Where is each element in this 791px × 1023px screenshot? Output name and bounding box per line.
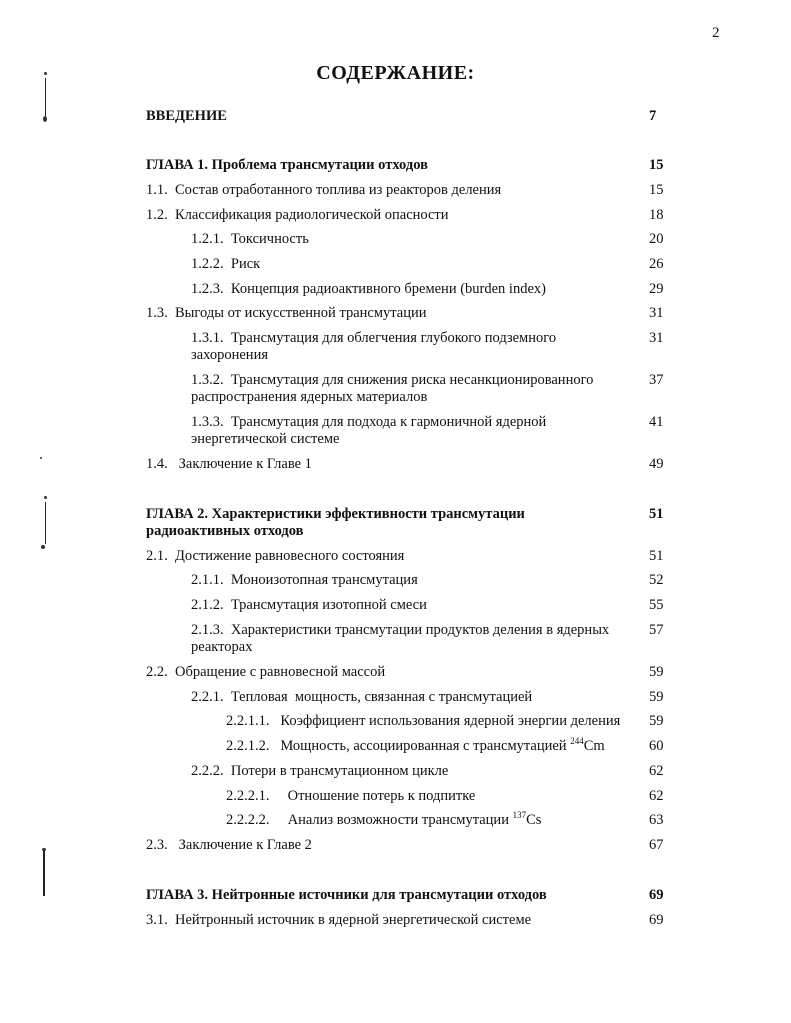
toc-entry-page: 69 [649, 887, 664, 903]
toc-entry-page: 51 [649, 506, 664, 522]
toc-entry-number: 1.2. [146, 207, 168, 223]
toc-entry-label: ВВЕДЕНИЕ [146, 108, 227, 124]
scan-speck [44, 72, 47, 75]
toc-entry-page: 60 [649, 738, 664, 754]
toc-entry-label: Состав отработанного топлива из реакторов деления [175, 182, 502, 198]
toc-entry-number: 1.3. [146, 305, 168, 321]
toc-entry-number: 2.2. [146, 664, 168, 680]
scan-mark [45, 502, 46, 544]
toc-entry-label: Тепловая мощность, связанная с трансмутацией [230, 689, 533, 705]
toc-entry-label: Характеристики трансмутации продуктов деления в ядерных [230, 622, 610, 638]
toc-entry-number: 1.4. [146, 456, 168, 472]
scan-speck [44, 496, 47, 499]
toc-entry-label: Нейтронный источник в ядерной энергетической системе [175, 912, 532, 928]
toc-entry-label: Классификация радиологической опасности [175, 207, 449, 223]
toc-entry-page: 52 [649, 572, 664, 588]
toc-entry-label: Трансмутация изотопной смеси [230, 597, 427, 613]
toc-entry-number: 1.2.1. [191, 231, 224, 247]
toc-entry-label: Риск [230, 256, 261, 272]
toc-entry-label-continued: распространения ядерных материалов [191, 389, 428, 405]
isotope-mass-number: 244 [570, 736, 584, 747]
toc-entry-number: 1.3.3. [191, 414, 224, 430]
toc-entry-page: 55 [649, 597, 664, 613]
toc-entry-label: Мощность, ассоциированная с трансмутацией [280, 738, 567, 754]
toc-entry-number: 2.1. [146, 548, 168, 564]
toc-entry-number: 2.1.2. [191, 597, 224, 613]
toc-entry-label: Отношение потерь к подпитке [287, 788, 476, 804]
toc-entry-page: 51 [649, 548, 664, 564]
toc-entry-label-continued: захоронения [191, 347, 268, 363]
toc-entry-page: 18 [649, 207, 664, 223]
toc-entry-number: 2.3. [146, 837, 168, 853]
toc-entry-label: Коэффициент использования ядерной энергии деления [280, 713, 621, 729]
toc-entry-page: 26 [649, 256, 664, 272]
toc-entry-number: 2.2.1.2. [226, 738, 270, 754]
toc-entry-label: ГЛАВА 1. Проблема трансмутации отходов [146, 157, 428, 173]
toc-entry-page: 41 [649, 414, 664, 430]
toc-entry-page: 67 [649, 837, 664, 853]
toc-entry-number: 2.2.2. [191, 763, 224, 779]
scan-speck [41, 545, 45, 549]
toc-entry-page: 69 [649, 912, 664, 928]
toc-entry-label: Достижение равновесного состояния [175, 548, 405, 564]
toc-entry-page: 20 [649, 231, 664, 247]
toc-entry-page: 63 [649, 812, 664, 828]
toc-entry-page: 7 [649, 108, 657, 124]
toc-entry-label-continued: энергетической системе [191, 431, 340, 447]
toc-entry-label-continued: реакторах [191, 639, 253, 655]
toc-entry-page: 59 [649, 713, 664, 729]
toc-entry-label: ГЛАВА 3. Нейтронные источники для трансмутации отходов [146, 887, 547, 903]
toc-entry-number: 2.2.1.1. [226, 713, 270, 729]
toc-entry-label: ГЛАВА 2. Характеристики эффективности трансмутации [146, 506, 525, 522]
scan-speck [40, 457, 42, 459]
toc-entry-label: Выгоды от искусственной трансмутации [175, 305, 427, 321]
isotope-symbol: Cm [583, 738, 605, 754]
toc-entry-number: 2.1.1. [191, 572, 224, 588]
toc-entry-number: 3.1. [146, 912, 168, 928]
toc-entry-page: 59 [649, 664, 664, 680]
toc-entry-label-continued: радиоактивных отходов [146, 523, 304, 539]
toc-entry-label: Потери в трансмутационном цикле [230, 763, 449, 779]
toc-entry-number: 2.1.3. [191, 622, 224, 638]
toc-entry-label: Обращение с равновесной массой [175, 664, 386, 680]
toc-entry-label: Заключение к Главе 2 [178, 837, 312, 853]
toc-entry-page: 37 [649, 372, 664, 388]
isotope-mass-number: 137 [512, 810, 527, 821]
toc-entry-number: 2.2.1. [191, 689, 224, 705]
scan-mark [43, 850, 45, 896]
scan-mark [45, 78, 46, 116]
toc-entry-page: 62 [649, 788, 664, 804]
toc-entry-page: 62 [649, 763, 664, 779]
toc-entry-page: 29 [649, 281, 664, 297]
isotope-symbol: Cs [526, 812, 542, 828]
toc-entry-page: 57 [649, 622, 664, 638]
toc-entry-number: 1.3.1. [191, 330, 224, 346]
page-number: 2 [712, 25, 720, 41]
toc-entry-number: 1.1. [146, 182, 168, 198]
scan-speck [42, 848, 46, 851]
toc-entry-label: Трансмутация для облегчения глубокого подземного [230, 330, 557, 346]
toc-entry-label: Моноизотопная трансмутация [230, 572, 418, 588]
toc-entry-page: 15 [649, 182, 664, 198]
toc-entry-label: Токсичность [230, 231, 309, 247]
toc-entry-label: Анализ возможности трансмутации [287, 812, 509, 828]
toc-entry-page: 31 [649, 330, 664, 346]
toc-entry-label: Трансмутация для снижения риска несанкционированного [230, 372, 594, 388]
page-title: СОДЕРЖАНИЕ: [316, 62, 475, 84]
toc-entry-number: 2.2.2.1. [226, 788, 270, 804]
toc-entry-page: 15 [649, 157, 664, 173]
toc-entry-number: 1.2.2. [191, 256, 224, 272]
toc-entry-page: 59 [649, 689, 664, 705]
toc-entry-label: Концепция радиоактивного бремени (burden index) [230, 281, 546, 297]
toc-entry-number: 1.2.3. [191, 281, 224, 297]
toc-entry-label: Заключение к Главе 1 [178, 456, 312, 472]
toc-entry-number: 2.2.2.2. [226, 812, 270, 828]
toc-entry-label: Трансмутация для подхода к гармоничной ядерной [230, 414, 547, 430]
toc-entry-page: 31 [649, 305, 664, 321]
scan-speck [43, 116, 47, 122]
toc-entry-number: 1.3.2. [191, 372, 224, 388]
toc-entry-page: 49 [649, 456, 664, 472]
